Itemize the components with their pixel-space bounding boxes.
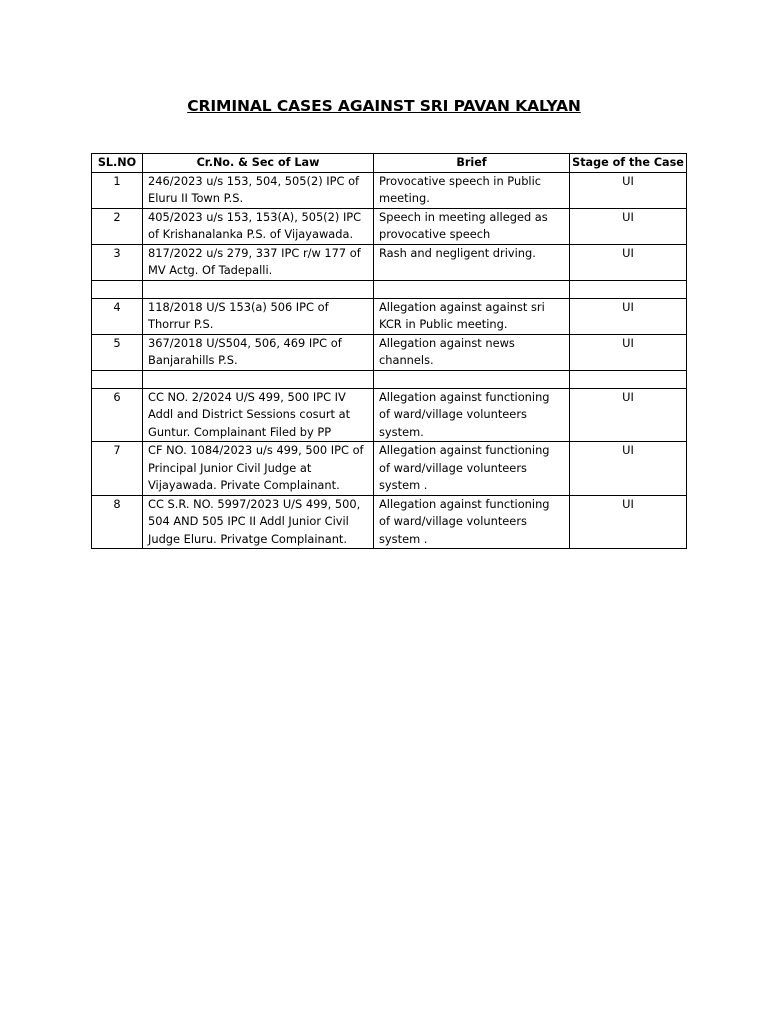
cell-stage: UI	[570, 208, 687, 244]
table-body	[92, 172, 687, 549]
cell-stage: UI	[570, 495, 687, 549]
table-row	[92, 244, 687, 280]
cell-brief: Rash and negligent driving.	[374, 244, 570, 280]
table-row	[92, 388, 687, 442]
table-row	[92, 172, 687, 208]
cell-sl-no: 4	[92, 298, 143, 334]
cell-cr-no: 405/2023 u/s 153, 153(A), 505(2) IPC of Krishanalanka P.S. of Vijayawada.	[143, 208, 374, 244]
cell-brief: Provocative speech in Public meeting.	[374, 172, 570, 208]
header-stage-of-case: Stage of the Case	[570, 154, 687, 173]
cell-cr-no	[143, 370, 374, 388]
cell-brief: Allegation against news channels.	[374, 334, 570, 370]
header-row	[92, 154, 687, 173]
header-sl-no: SL.NO	[92, 154, 143, 173]
empty-row	[92, 370, 687, 388]
cell-brief: Speech in meeting alleged as provocative speech	[374, 208, 570, 244]
table-row	[92, 495, 687, 549]
cell-sl-no: 8	[92, 495, 143, 549]
cell-brief: Allegation against against sri KCR in Public meeting.	[374, 298, 570, 334]
cell-cr-no: 246/2023 u/s 153, 504, 505(2) IPC of Eluru II Town P.S.	[143, 172, 374, 208]
cell-stage	[570, 280, 687, 298]
table-row	[92, 298, 687, 334]
cell-cr-no: CF NO. 1084/2023 u/s 499, 500 IPC of Principal Junior Civil Judge at Vijayawada. Private Complainant.	[143, 442, 374, 496]
cell-brief: Allegation against functioning of ward/village volunteers system .	[374, 442, 570, 496]
cell-stage	[570, 370, 687, 388]
cell-brief: Allegation against functioning of ward/village volunteers system.	[374, 388, 570, 442]
cell-cr-no	[143, 280, 374, 298]
cell-brief	[374, 370, 570, 388]
cell-stage: UI	[570, 172, 687, 208]
cell-stage: UI	[570, 244, 687, 280]
cell-sl-no: 3	[92, 244, 143, 280]
cell-sl-no: 6	[92, 388, 143, 442]
cell-stage: UI	[570, 334, 687, 370]
cell-brief	[374, 280, 570, 298]
header-brief: Brief	[374, 154, 570, 173]
cell-sl-no	[92, 370, 143, 388]
cell-cr-no: CC S.R. NO. 5997/2023 U/S 499, 500, 504 AND 505 IPC II Addl Junior Civil Judge Eluru. Privatge Complainant.	[143, 495, 374, 549]
cell-cr-no: 367/2018 U/S504, 506, 469 IPC of Banjarahills P.S.	[143, 334, 374, 370]
cell-cr-no: 118/2018 U/S 153(a) 506 IPC of Thorrur P.S.	[143, 298, 374, 334]
cell-sl-no: 1	[92, 172, 143, 208]
page-title: CRIMINAL CASES AGAINST SRI PAVAN KALYAN	[187, 97, 581, 115]
cell-sl-no: 5	[92, 334, 143, 370]
criminal-cases-table	[91, 153, 687, 549]
cell-sl-no	[92, 280, 143, 298]
cell-sl-no: 7	[92, 442, 143, 496]
table-header	[92, 154, 687, 173]
table-row	[92, 442, 687, 496]
cell-sl-no: 2	[92, 208, 143, 244]
header-cr-no-sec-of-law: Cr.No. & Sec of Law	[143, 154, 374, 173]
cell-stage: UI	[570, 442, 687, 496]
table-row	[92, 334, 687, 370]
cell-cr-no: 817/2022 u/s 279, 337 IPC r/w 177 of MV Actg. Of Tadepalli.	[143, 244, 374, 280]
table-row	[92, 208, 687, 244]
empty-row	[92, 280, 687, 298]
cell-stage: UI	[570, 388, 687, 442]
cell-brief: Allegation against functioning of ward/village volunteers system .	[374, 495, 570, 549]
cell-cr-no: CC NO. 2/2024 U/S 499, 500 IPC IV Addl and District Sessions cosurt at Guntur. Complainant Filed by PP	[143, 388, 374, 442]
cell-stage: UI	[570, 298, 687, 334]
